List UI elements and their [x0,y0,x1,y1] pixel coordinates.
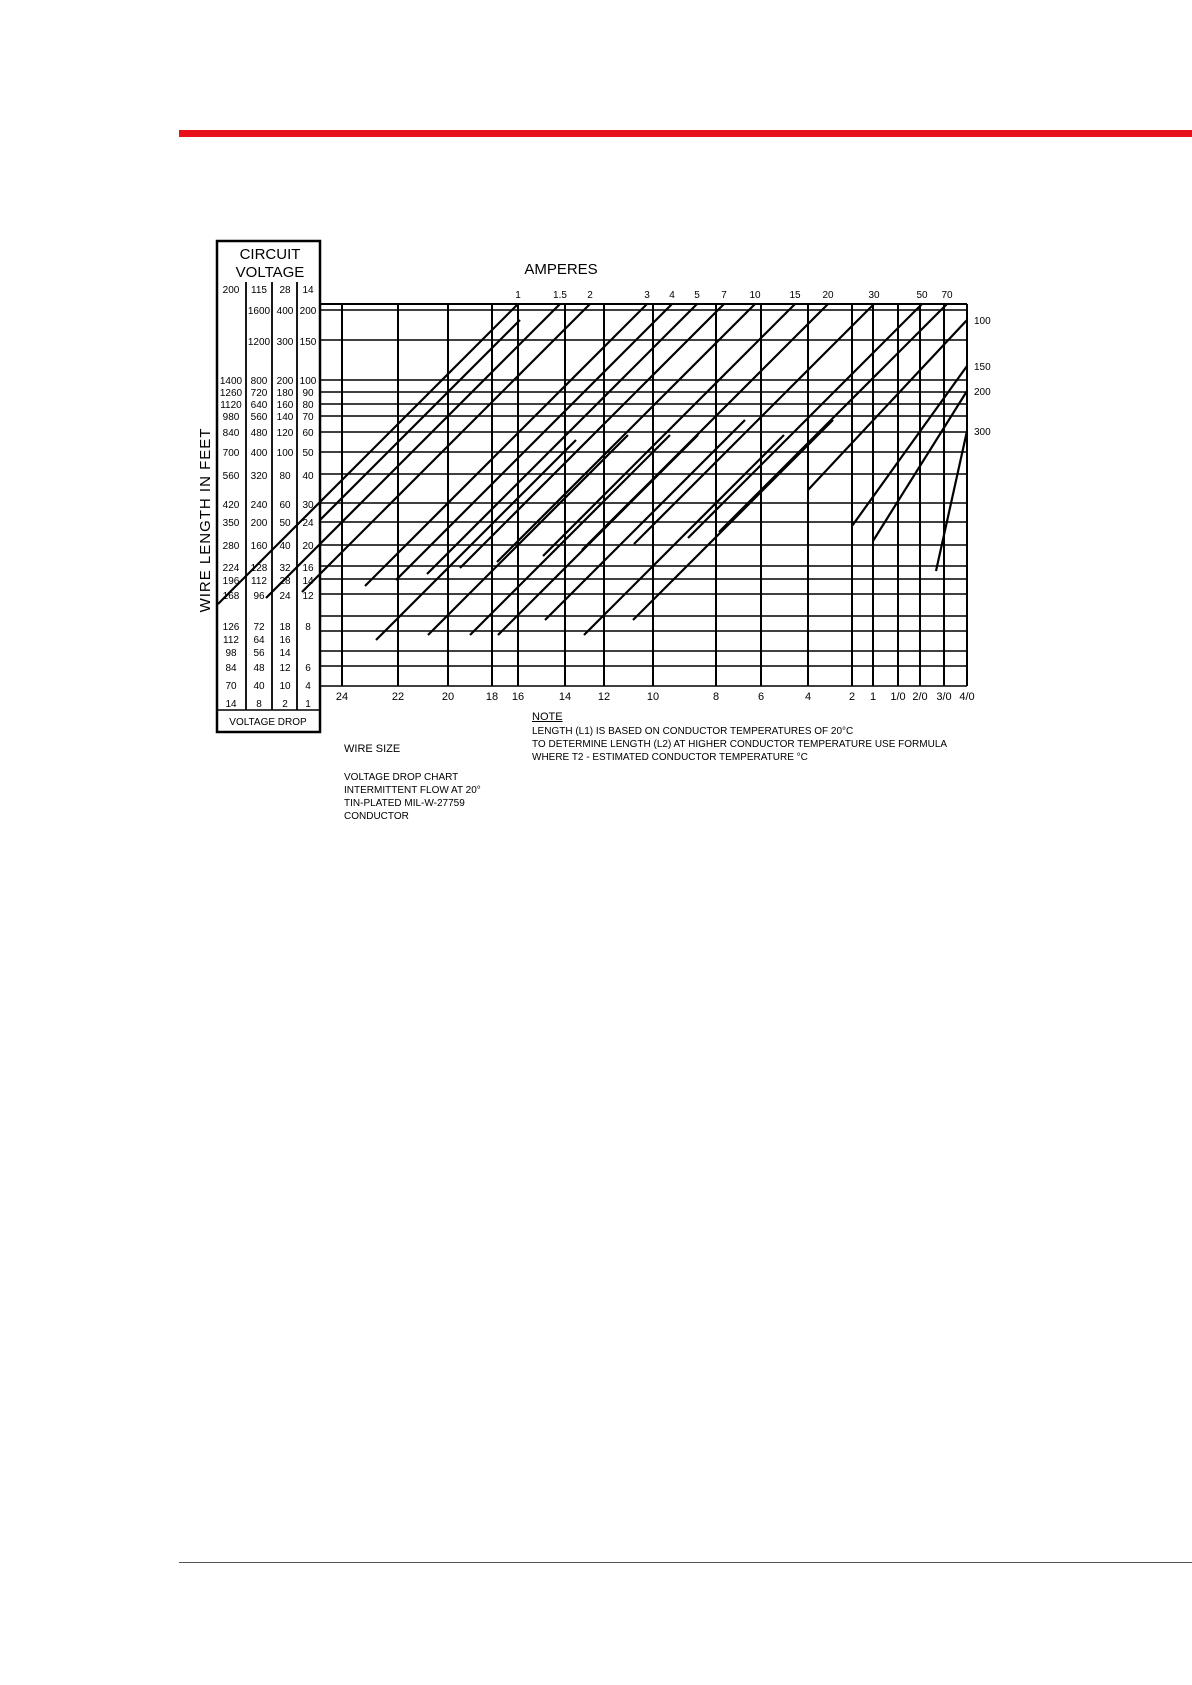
voltage-table-cell: 30 [302,500,314,511]
voltage-table-cell: 10 [279,681,291,692]
ampere-diagonal-line [460,304,724,568]
ampere-top-label: 5 [694,290,700,301]
ampere-diagonal-line [299,304,590,592]
ampere-diagonal-line [543,304,795,556]
voltage-table-cell: 560 [250,412,268,423]
voltage-table-cell: 280 [222,541,240,552]
chart-subtitle-1: INTERMITTENT FLOW AT 20° [344,785,481,796]
footer-rule [179,1562,1192,1563]
voltage-table-cell: 350 [222,518,240,529]
voltage-table-cell: 48 [253,663,265,674]
wire-size-tick-label: 2 [848,691,856,703]
voltage-table-cell: 24 [302,518,314,529]
voltage-table-cell: 28 [279,576,291,587]
voltage-table-cell: 700 [222,448,240,459]
voltage-table-cell: 128 [250,563,268,574]
voltage-table-cell: 1200 [247,337,271,348]
voltage-table-cell: 840 [222,428,240,439]
voltage-table-cell: 80 [302,400,314,411]
voltage-table-cell: 2 [282,699,288,710]
voltage-table-cell: 160 [276,400,294,411]
ampere-right-label: 300 [974,427,991,438]
voltage-column-header: 28 [279,285,291,296]
voltage-box-title-2: VOLTAGE [235,264,305,281]
chart-subtitle-2: TIN-PLATED MIL-W-27759 [344,798,465,809]
voltage-table-cell: 14 [302,576,314,587]
voltage-table-cell: 140 [276,412,294,423]
x-axis-label: WIRE SIZE [344,743,401,755]
voltage-table-cell: 84 [225,663,237,674]
ampere-diagonal-line [470,435,670,635]
wire-size-tick-label: 4/0 [959,691,975,703]
voltage-table-cell: 40 [253,681,265,692]
voltage-table-cell: 196 [222,576,240,587]
voltage-table-cell: 40 [302,471,314,482]
voltage-table-cell: 96 [253,591,265,602]
wire-size-tick-label: 1/0 [890,691,906,703]
top-axis-label: AMPERES [524,261,598,278]
ampere-diagonal-line [427,304,697,574]
voltage-table-cell: 50 [279,518,291,529]
wire-size-tick-label: 12 [597,691,611,703]
voltage-table-cell: 60 [302,428,314,439]
voltage-box-footer: VOLTAGE DROP [229,717,307,728]
voltage-table-cell: 24 [279,591,291,602]
voltage-column-header: 14 [302,285,314,296]
voltage-table-cell: 1260 [219,388,243,399]
voltage-table-cell: 56 [253,648,265,659]
ampere-right-label: 150 [974,362,991,373]
ampere-top-label: 3 [644,290,650,301]
voltage-table-cell: 160 [250,541,268,552]
voltage-table-cell: 16 [302,563,314,574]
voltage-table-cell: 80 [279,471,291,482]
voltage-table-cell: 224 [222,563,240,574]
wire-size-tick-label: 20 [441,691,455,703]
ampere-right-label: 100 [974,316,991,327]
voltage-table-cell: 1120 [220,400,242,411]
voltage-table-cell: 560 [222,471,240,482]
chart-subtitle-3: CONDUCTOR [344,811,409,822]
voltage-table-cell: 1600 [247,306,271,317]
voltage-table-cell: 14 [225,699,237,710]
ampere-top-label: 2 [587,290,593,301]
voltage-table-cell: 420 [222,500,240,511]
voltage-table-cell: 32 [279,563,291,574]
voltage-table-cell: 112 [223,635,239,646]
wire-size-tick-label: 18 [485,691,499,703]
voltage-table-cell: 8 [256,699,262,710]
voltage-table-cell: 112 [251,576,267,587]
ampere-diagonal-line [852,366,967,526]
voltage-table-cell: 120 [276,428,294,439]
voltage-table-cell: 800 [250,376,268,387]
ampere-top-label: 1 [515,290,521,301]
voltage-column-header: 115 [251,285,267,296]
wire-size-tick-label: 8 [712,691,720,703]
note-title: NOTE [532,711,563,723]
voltage-table-cell: 14 [279,648,291,659]
voltage-table-cell: 70 [302,412,314,423]
voltage-column-header: 200 [222,285,240,296]
ampere-diagonal-line [584,435,784,635]
voltage-table-cell: 100 [299,376,317,387]
wire-size-tick-label: 14 [558,691,572,703]
voltage-table-cell: 20 [302,541,314,552]
voltage-table-cell: 72 [253,622,265,633]
voltage-table-cell: 40 [279,541,291,552]
voltage-table-cell: 12 [302,591,314,602]
voltage-table-cell: 640 [250,400,268,411]
voltage-table-cell: 50 [302,448,314,459]
ampere-diagonal-line [376,440,576,640]
note-line-2: TO DETERMINE LENGTH (L2) AT HIGHER CONDUCTOR TEMPERATURE USE FORMULA [532,739,948,750]
ampere-diagonal-line [633,420,833,620]
wire-size-tick-label: 10 [646,691,660,703]
voltage-table-cell: 240 [250,500,268,511]
voltage-table-cell: 1 [305,699,311,710]
y-axis-label: WIRE LENGTH IN FEET [197,427,214,613]
voltage-table-cell: 98 [225,648,237,659]
ampere-diagonal-line [396,304,672,580]
voltage-table-cell: 126 [222,622,240,633]
voltage-table-cell: 320 [250,471,268,482]
voltage-box-title-1: CIRCUIT [239,246,301,263]
ampere-top-label: 10 [749,290,761,301]
voltage-table-cell: 200 [250,518,268,529]
voltage-table-cell: 400 [250,448,268,459]
ampere-top-label: 70 [941,290,953,301]
voltage-table-cell: 400 [276,306,294,317]
voltage-table-cell: 300 [276,337,294,348]
wire-size-tick-label: 4 [804,691,812,703]
wire-size-tick-label: 3/0 [936,691,952,703]
voltage-table-cell: 16 [279,635,291,646]
voltage-table-cell: 8 [305,622,311,633]
voltage-table-cell: 720 [250,388,268,399]
wire-size-tick-label: 22 [391,691,405,703]
note-line-1: LENGTH (L1) IS BASED ON CONDUCTOR TEMPERATURES OF 20°C [532,726,854,737]
voltage-table-cell: 150 [299,337,317,348]
voltage-table-cell: 70 [225,681,237,692]
voltage-table-cell: 90 [302,388,314,399]
voltage-table-cell: 480 [250,428,268,439]
chart-title: VOLTAGE DROP CHART [344,772,459,783]
voltage-table-cell: 980 [222,412,240,423]
voltage-table-cell: 64 [253,635,265,646]
voltage-table-cell: 200 [276,376,294,387]
voltage-table-cell: 100 [276,448,294,459]
note-line-3: WHERE T2 - ESTIMATED CONDUCTOR TEMPERATURE °C [532,752,808,763]
ampere-top-label: 1.5 [553,290,567,301]
ampere-top-label: 30 [868,290,880,301]
wire-size-tick-label: 24 [335,691,349,703]
voltage-table-cell: 4 [305,681,311,692]
ampere-diagonal-line [719,304,947,532]
voltage-table-cell: 180 [276,388,294,399]
voltage-table-cell: 12 [279,663,291,674]
wire-size-tick-label: 2/0 [912,691,928,703]
voltage-table-cell: 200 [299,306,317,317]
voltage-table-cell: 168 [222,591,240,602]
ampere-top-label: 7 [721,290,727,301]
voltage-table-cell: 18 [279,622,291,633]
wire-size-tick-label: 6 [757,691,765,703]
voltage-table-cell: 6 [305,663,311,674]
ampere-right-label: 200 [974,387,991,398]
ampere-diagonal-line [320,320,520,520]
voltage-table-cell: 60 [279,500,291,511]
wire-size-tick-label: 1 [869,691,877,703]
voltage-table-cell: 1400 [219,376,243,387]
wire-size-tick-label: 16 [511,691,525,703]
ampere-top-label: 50 [916,290,928,301]
ampere-top-label: 4 [669,290,675,301]
ampere-top-label: 20 [822,290,834,301]
ampere-top-label: 15 [789,290,801,301]
